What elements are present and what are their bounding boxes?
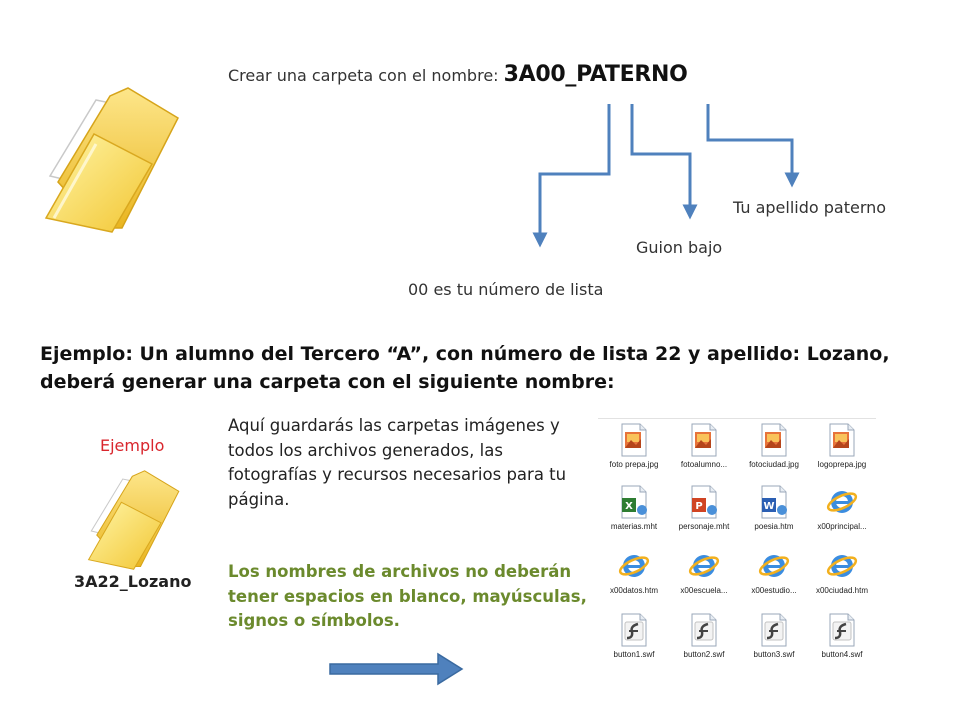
file-explorer-grid (598, 420, 876, 662)
file-item[interactable] (806, 484, 878, 531)
file-item[interactable] (806, 548, 878, 595)
file-name: fotociudad.jpg (749, 460, 799, 469)
file-name: button2.swf (683, 650, 725, 659)
file-item[interactable] (738, 422, 810, 469)
file-name: x00estudio... (751, 586, 797, 595)
example-sentence (40, 340, 940, 396)
powerpoint-mht-file-icon (688, 484, 720, 520)
example-line-2: deberá generar una carpeta con el siguiente nombre: (40, 371, 615, 393)
guion-note: Guion bajo (636, 238, 723, 257)
jpg-file-icon (618, 422, 650, 458)
internet-explorer-icon (758, 548, 790, 584)
file-name: button1.swf (613, 650, 655, 659)
svg-text:X: X (625, 501, 633, 512)
file-item[interactable] (598, 612, 670, 659)
internet-explorer-icon (826, 548, 858, 584)
example-line-1: Ejemplo: Un alumno del Tercero “A”, con número de lista 22 y apellido: Lozano, (40, 343, 890, 365)
file-item[interactable] (738, 612, 810, 659)
flash-swf-file-icon (826, 612, 858, 648)
numero-note: 00 es tu número de lista (408, 280, 604, 299)
file-item[interactable] (806, 422, 878, 469)
file-item[interactable] (598, 422, 670, 469)
file-name: x00datos.htm (609, 586, 659, 595)
arrow-to-guion (632, 104, 690, 212)
file-name: x00principal... (817, 522, 867, 531)
file-item[interactable] (598, 548, 670, 595)
file-name: x00ciudad.htm (815, 586, 869, 595)
naming-rules-paragraph: Los nombres de archivos no deberán tener espacios en blanco, mayúsculas, signos o símbolos. (228, 562, 587, 630)
jpg-file-icon (826, 422, 858, 458)
file-name: fotoalumno... (680, 460, 728, 469)
file-name: materias.mht (610, 522, 658, 531)
file-name: poesia.htm (754, 522, 794, 531)
instruction-prefix: Crear una carpeta con el nombre: (228, 66, 499, 85)
example-folder-name: 3A22_Lozano (74, 572, 192, 591)
flash-swf-file-icon (688, 612, 720, 648)
internet-explorer-icon (688, 548, 720, 584)
apellido-note: Tu apellido paterno (733, 198, 887, 217)
arrow-to-apellido (708, 104, 792, 180)
jpg-file-icon (688, 422, 720, 458)
file-name: button4.swf (821, 650, 863, 659)
internet-explorer-icon (826, 484, 858, 520)
right-arrow-icon (328, 652, 466, 686)
file-item[interactable] (668, 422, 740, 469)
flash-swf-file-icon (758, 612, 790, 648)
file-item[interactable] (668, 484, 740, 531)
example-label: Ejemplo (100, 436, 165, 455)
file-name: personaje.mht (678, 522, 730, 531)
file-item[interactable] (668, 548, 740, 595)
file-item[interactable] (598, 484, 670, 531)
word-htm-file-icon (758, 484, 790, 520)
internet-explorer-icon (618, 548, 650, 584)
file-item[interactable] (668, 612, 740, 659)
file-item[interactable] (738, 484, 810, 531)
file-name: button3.swf (753, 650, 795, 659)
svg-text:W: W (763, 501, 775, 512)
excel-mht-file-icon (618, 484, 650, 520)
svg-text:P: P (695, 501, 703, 512)
file-item[interactable] (806, 612, 878, 659)
file-name: foto prepa.jpg (609, 460, 659, 469)
jpg-file-icon (758, 422, 790, 458)
arrow-to-numero (540, 104, 609, 240)
info-paragraph: Aquí guardarás las carpetas imágenes y todos los archivos generados, las fotografías y recursos necesarios para tu página. (228, 416, 567, 509)
example-folder-icon (80, 464, 186, 572)
flash-swf-file-icon (618, 612, 650, 648)
folder-name-template: 3A00_PATERNO (503, 62, 688, 87)
grid-divider (598, 418, 876, 419)
file-name: logoprepa.jpg (817, 460, 867, 469)
file-name: x00escuela... (680, 586, 728, 595)
file-item[interactable] (738, 548, 810, 595)
